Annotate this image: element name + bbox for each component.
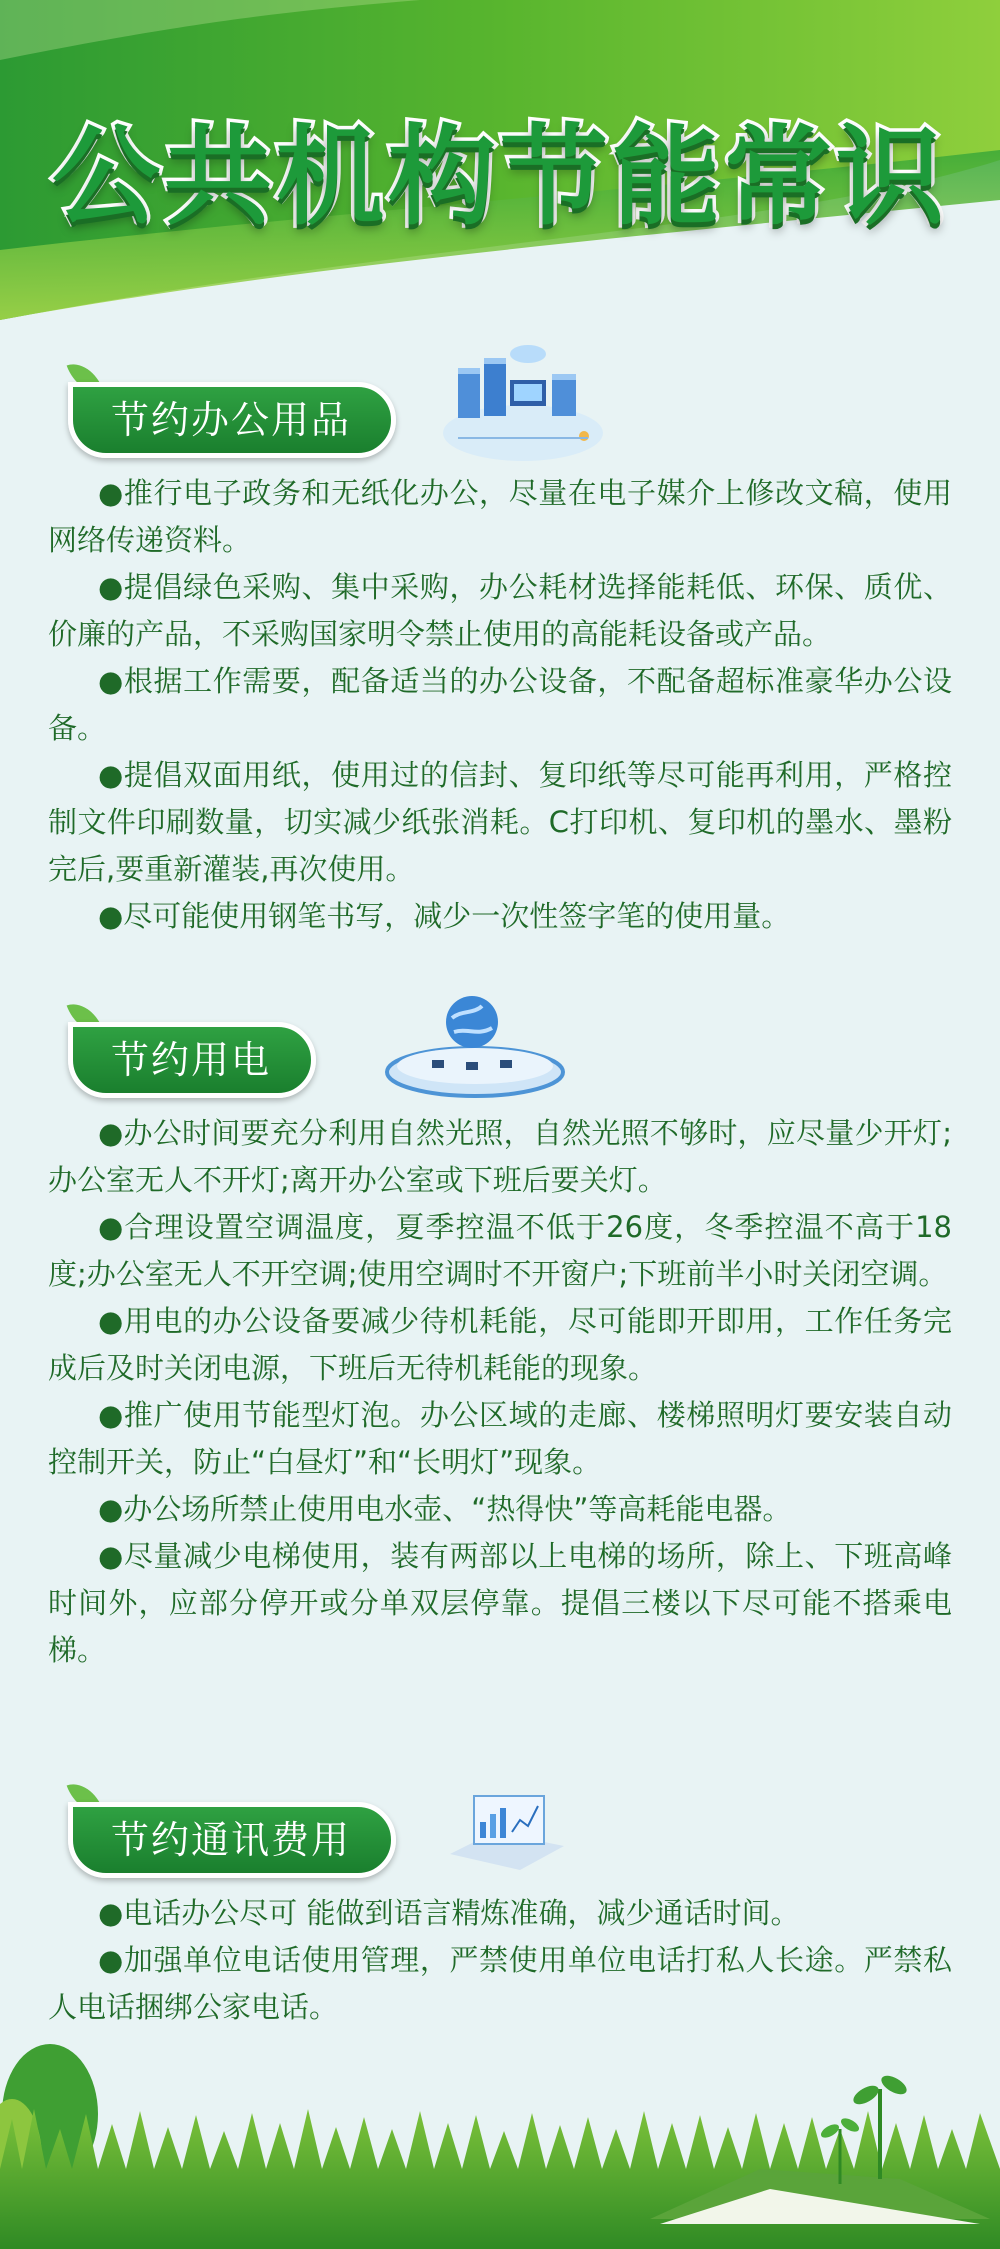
paragraph: ●推行电子政务和无纸化办公，尽量在电子媒介上修改文稿，使用网络传递资料。 bbox=[48, 476, 952, 557]
cloud-network-illustration bbox=[382, 992, 568, 1102]
paragraph: ●根据工作需要，配备适当的办公设备，不配备超标准豪华办公设备。 bbox=[48, 664, 952, 745]
grass-footer bbox=[0, 2019, 1000, 2249]
section-heading: 节约办公用品 bbox=[68, 382, 396, 458]
paragraph: ●用电的办公设备要减少待机耗能，尽可能即开即用，工作任务完成后及时关闭电源，下班后无待机耗能的现象。 bbox=[48, 1304, 952, 1385]
section-heading: 节约用电 bbox=[68, 1022, 316, 1098]
section-office-supplies bbox=[0, 360, 1000, 940]
section-header bbox=[0, 1000, 1000, 1110]
paragraph: ●加强单位电话使用管理，严禁使用单位电话打私人长途。严禁私人电话捆绑公家电话。 bbox=[48, 1943, 952, 2024]
section-heading: 节约通讯费用 bbox=[68, 1802, 396, 1878]
paragraph: ●尽量减少电梯使用，装有两部以上电梯的场所，除上、下班高峰时间外，应部分停开或分单双层停靠。提倡三楼以下尽可能不搭乘电梯。 bbox=[48, 1539, 952, 1667]
paragraph: ●提倡绿色采购、集中采购，办公耗材选择能耗低、环保、质优、价廉的产品，不采购国家明令禁止使用的高能耗设备或产品。 bbox=[48, 570, 952, 651]
section-header bbox=[0, 1780, 1000, 1890]
paragraph: ●电话办公尽可 能做到语言精炼准确，减少通话时间。 bbox=[98, 1896, 800, 1930]
paragraph: ●推广使用节能型灯泡。办公区域的走廊、楼梯照明灯要安装自动控制开关，防止“白昼灯”和“长明灯”现象。 bbox=[48, 1398, 952, 1479]
dashboard-chart-illustration bbox=[440, 1784, 570, 1884]
section-electricity bbox=[0, 1000, 1000, 1674]
paragraph: ●合理设置空调温度，夏季控温不低于26度，冬季控温不高于18度;办公室无人不开空调;使用空调时不开窗户;下班前半小时关闭空调。 bbox=[48, 1210, 952, 1291]
section-communication bbox=[0, 1780, 1000, 2031]
server-network-illustration bbox=[438, 338, 608, 468]
paragraph: ●办公时间要充分利用自然光照，自然光照不够时，应尽量少开灯;办公室无人不开灯;离开办公室或下班后要关灯。 bbox=[48, 1116, 952, 1197]
section-header bbox=[0, 360, 1000, 470]
page-title: 公共机构节能常识 bbox=[51, 115, 948, 240]
paragraph: ●尽可能使用钢笔书写，减少一次性签字笔的使用量。 bbox=[98, 899, 791, 933]
paragraph: ●提倡双面用纸，使用过的信封、复印纸等尽可能再利用，严格控制文件印刷数量，切实减少纸张消耗。C打印机、复印机的墨水、墨粉完后,要重新灌装,再次使用。 bbox=[48, 758, 952, 886]
paragraph: ●办公场所禁止使用电水壶、“热得快”等高耗能电器。 bbox=[98, 1492, 792, 1526]
